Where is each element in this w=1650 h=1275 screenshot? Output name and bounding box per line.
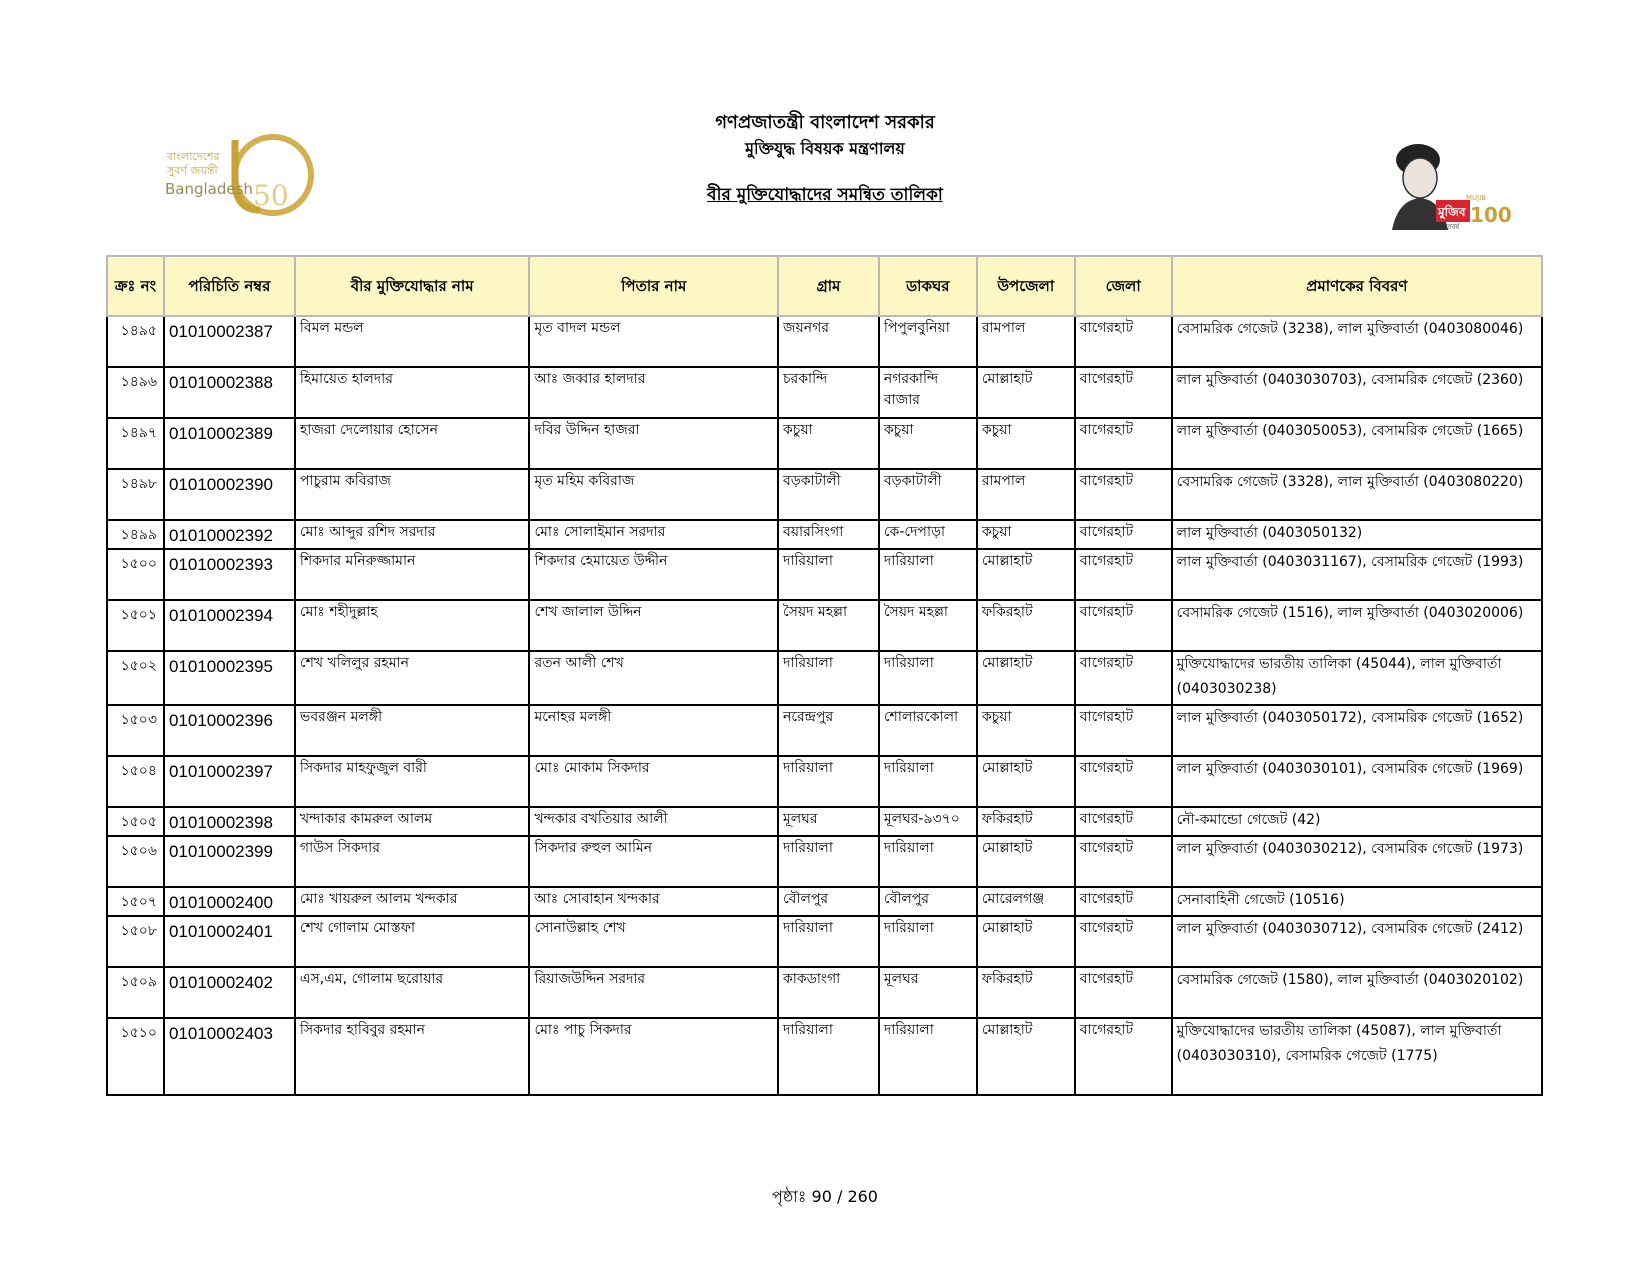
table-row xyxy=(107,520,1542,549)
cell-district: বাগেরহাট xyxy=(1075,916,1172,967)
cell-name: সিকদার হাবিবুর রহমান xyxy=(295,1018,530,1095)
cell-proof: বেসামরিক গেজেট (3328), লাল মুক্তিবার্তা (0403080220) xyxy=(1172,469,1542,520)
col-header-id: পরিচিতি নম্বর xyxy=(164,256,295,316)
cell-village: জয়নগর xyxy=(778,316,879,367)
cell-proof: লাল মুক্তিবার্তা (0403050132) xyxy=(1172,520,1542,549)
cell-id: 01010002401 xyxy=(164,916,295,967)
cell-serial: ১৪৯৫ xyxy=(107,316,164,367)
cell-id: 01010002398 xyxy=(164,807,295,836)
cell-serial: ১৫০১ xyxy=(107,600,164,651)
cell-village: দারিয়ালা xyxy=(778,1018,879,1095)
cell-district: বাগেরহাট xyxy=(1075,651,1172,705)
cell-village: কাকডাংগা xyxy=(778,967,879,1018)
cell-post-office: দারিয়ালা xyxy=(879,651,977,705)
table-row xyxy=(107,600,1542,651)
cell-district: বাগেরহাট xyxy=(1075,549,1172,600)
cell-district: বাগেরহাট xyxy=(1075,967,1172,1018)
cell-father: মৃত মহিম কবিরাজ xyxy=(529,469,778,520)
cell-village: বড়কাটালী xyxy=(778,469,879,520)
col-header-name: বীর মুক্তিযোদ্ধার নাম xyxy=(295,256,530,316)
page-number: পৃষ্ঠাঃ 90 / 260 xyxy=(771,1187,878,1206)
cell-upazila: মোল্লাহাট xyxy=(977,367,1075,418)
logo-bangla-text-mid: সুবর্ণ জয়ন্তী xyxy=(167,164,218,177)
table-row xyxy=(107,836,1542,887)
cell-father: মৃত বাদল মন্ডল xyxy=(529,316,778,367)
table-row xyxy=(107,418,1542,469)
cell-upazila: কচুয়া xyxy=(977,418,1075,469)
cell-proof: লাল মুক্তিবার্তা (0403050172), বেসামরিক গেজেট (1652) xyxy=(1172,705,1542,756)
logo-bangladesh-text: Bangladesh xyxy=(165,180,253,198)
cell-name: এস,এম, গোলাম ছরোয়ার xyxy=(295,967,530,1018)
cell-father: সোনাউল্লাহ শেখ xyxy=(529,916,778,967)
cell-father: শেখ জালাল উদ্দিন xyxy=(529,600,778,651)
cell-upazila: মোল্লাহাট xyxy=(977,651,1075,705)
cell-father: রতন আলী শেখ xyxy=(529,651,778,705)
logo-100-number: 100 xyxy=(1470,203,1512,227)
cell-name: শেখ গোলাম মোস্তফা xyxy=(295,916,530,967)
cell-id: 01010002400 xyxy=(164,887,295,916)
table-row xyxy=(107,316,1542,367)
cell-upazila: মোরেলগঞ্জ xyxy=(977,887,1075,916)
cell-id: 01010002396 xyxy=(164,705,295,756)
col-header-father: পিতার নাম xyxy=(529,256,778,316)
cell-district: বাগেরহাট xyxy=(1075,705,1172,756)
cell-district: বাগেরহাট xyxy=(1075,367,1172,418)
cell-id: 01010002403 xyxy=(164,1018,295,1095)
cell-village: মূলঘর xyxy=(778,807,879,836)
cell-father: মোঃ পাচু সিকদার xyxy=(529,1018,778,1095)
cell-serial: ১৫০৬ xyxy=(107,836,164,887)
cell-village: নরেন্দ্রপুর xyxy=(778,705,879,756)
cell-id: 01010002402 xyxy=(164,967,295,1018)
logo-shotoborsho-text: শতবর্ষ xyxy=(1442,223,1460,231)
col-header-proof: প্রমাণকের বিবরণ xyxy=(1172,256,1542,316)
cell-village: বৌলপুর xyxy=(778,887,879,916)
cell-name: হাজরা দেলোয়ার হোসেন xyxy=(295,418,530,469)
cell-proof: লাল মুক্তিবার্তা (0403050053), বেসামরিক গেজেট (1665) xyxy=(1172,418,1542,469)
cell-name: ভবরঞ্জন মলঙ্গী xyxy=(295,705,530,756)
cell-post-office: পিপুলবুনিয়া xyxy=(879,316,977,367)
cell-father: সিকদার রুহুল আমিন xyxy=(529,836,778,887)
table-row xyxy=(107,756,1542,807)
cell-village: দারিয়ালা xyxy=(778,549,879,600)
table-row xyxy=(107,967,1542,1018)
cell-upazila: রামপাল xyxy=(977,316,1075,367)
cell-village: সৈয়দ মহল্লা xyxy=(778,600,879,651)
cell-id: 01010002394 xyxy=(164,600,295,651)
cell-proof: লাল মুক্তিবার্তা (0403031167), বেসামরিক গেজেট (1993) xyxy=(1172,549,1542,600)
cell-post-office: বড়কাটালী xyxy=(879,469,977,520)
cell-serial: ১৪৯৭ xyxy=(107,418,164,469)
cell-serial: ১৫০৫ xyxy=(107,807,164,836)
col-header-serial: ক্রঃ নং xyxy=(107,256,164,316)
cell-serial: ১৫০৯ xyxy=(107,967,164,1018)
cell-serial: ১৫১০ xyxy=(107,1018,164,1095)
logo-bangla-text-top: বাংলাদেশের xyxy=(167,150,220,163)
table-row xyxy=(107,549,1542,600)
cell-name: মোঃ খায়রুল আলম খন্দকার xyxy=(295,887,530,916)
cell-name: পাচুরাম কবিরাজ xyxy=(295,469,530,520)
cell-post-office: নগরকান্দি বাজার xyxy=(879,367,977,418)
cell-post-office: দারিয়ালা xyxy=(879,549,977,600)
cell-post-office: কচুয়া xyxy=(879,418,977,469)
cell-serial: ১৫০২ xyxy=(107,651,164,705)
cell-id: 01010002387 xyxy=(164,316,295,367)
logo-50-number: 50 xyxy=(253,179,289,212)
logo-mujib-en: MUJIB xyxy=(1466,194,1487,202)
cell-post-office: দারিয়ালা xyxy=(879,756,977,807)
cell-post-office: বৌলপুর xyxy=(879,887,977,916)
cell-father: আঃ জব্বার হালদার xyxy=(529,367,778,418)
cell-id: 01010002393 xyxy=(164,549,295,600)
cell-district: বাগেরহাট xyxy=(1075,807,1172,836)
cell-district: বাগেরহাট xyxy=(1075,756,1172,807)
cell-upazila: মোল্লাহাট xyxy=(977,756,1075,807)
cell-name: সিকদার মাহফুজুল বারী xyxy=(295,756,530,807)
logo-mujib-text: মুজিব xyxy=(1438,205,1466,219)
cell-district: বাগেরহাট xyxy=(1075,469,1172,520)
col-header-district: জেলা xyxy=(1075,256,1172,316)
cell-father: শিকদার হেমায়েত উদ্দীন xyxy=(529,549,778,600)
cell-upazila: ফকিরহাট xyxy=(977,807,1075,836)
col-header-upazila: উপজেলা xyxy=(977,256,1075,316)
cell-district: বাগেরহাট xyxy=(1075,600,1172,651)
cell-upazila: ফকিরহাট xyxy=(977,600,1075,651)
cell-name: শিকদার মনিরুজ্জামান xyxy=(295,549,530,600)
table-header-row xyxy=(107,256,1542,316)
cell-proof: লাল মুক্তিবার্তা (0403030212), বেসামরিক গেজেট (1973) xyxy=(1172,836,1542,887)
table-row xyxy=(107,469,1542,520)
cell-proof: সেনাবাহিনী গেজেট (10516) xyxy=(1172,887,1542,916)
cell-proof: লাল মুক্তিবার্তা (0403030101), বেসামরিক গেজেট (1969) xyxy=(1172,756,1542,807)
cell-upazila: কচুয়া xyxy=(977,705,1075,756)
cell-proof: নৌ-কমান্ডো গেজেট (42) xyxy=(1172,807,1542,836)
cell-name: মোঃ আব্দুর রশিদ সরদার xyxy=(295,520,530,549)
table-row xyxy=(107,705,1542,756)
cell-serial: ১৫০৪ xyxy=(107,756,164,807)
cell-post-office: মূলঘর xyxy=(879,967,977,1018)
cell-id: 01010002395 xyxy=(164,651,295,705)
cell-id: 01010002399 xyxy=(164,836,295,887)
cell-father: খন্দকার বখতিয়ার আলী xyxy=(529,807,778,836)
cell-proof: লাল মুক্তিবার্তা (0403030712), বেসামরিক গেজেট (2412) xyxy=(1172,916,1542,967)
cell-district: বাগেরহাট xyxy=(1075,316,1172,367)
cell-id: 01010002388 xyxy=(164,367,295,418)
cell-name: গাউস সিকদার xyxy=(295,836,530,887)
cell-village: চরকান্দি xyxy=(778,367,879,418)
cell-name: খন্দাকার কামরুল আলম xyxy=(295,807,530,836)
cell-upazila: মোল্লাহাট xyxy=(977,836,1075,887)
cell-father: মোঃ সোলাইমান সরদার xyxy=(529,520,778,549)
cell-upazila: কচুয়া xyxy=(977,520,1075,549)
cell-post-office: দারিয়ালা xyxy=(879,836,977,887)
cell-village: কচুয়া xyxy=(778,418,879,469)
cell-id: 01010002390 xyxy=(164,469,295,520)
cell-proof: মুক্তিযোদ্ধাদের ভারতীয় তালিকা (45044), লাল মুক্তিবার্তা (0403030238) xyxy=(1172,651,1542,705)
cell-district: বাগেরহাট xyxy=(1075,520,1172,549)
cell-upazila: মোল্লাহাট xyxy=(977,1018,1075,1095)
cell-father: দবির উদ্দিন হাজরা xyxy=(529,418,778,469)
cell-serial: ১৫০৮ xyxy=(107,916,164,967)
cell-father: রিয়াজউদ্দিন সরদার xyxy=(529,967,778,1018)
table-row xyxy=(107,367,1542,418)
cell-upazila: ফকিরহাট xyxy=(977,967,1075,1018)
cell-id: 01010002389 xyxy=(164,418,295,469)
ministry-title: মুক্তিযুদ্ধ বিষয়ক মন্ত্রণালয় xyxy=(745,139,905,158)
cell-proof: বেসামরিক গেজেট (1516), লাল মুক্তিবার্তা (0403020006) xyxy=(1172,600,1542,651)
cell-district: বাগেরহাট xyxy=(1075,836,1172,887)
cell-name: বিমল মন্ডল xyxy=(295,316,530,367)
cell-proof: বেসামরিক গেজেট (3238), লাল মুক্তিবার্তা (0403080046) xyxy=(1172,316,1542,367)
cell-post-office: সৈয়দ মহল্লা xyxy=(879,600,977,651)
cell-serial: ১৫০৩ xyxy=(107,705,164,756)
cell-id: 01010002392 xyxy=(164,520,295,549)
cell-name: হিমায়েত হালদার xyxy=(295,367,530,418)
cell-district: বাগেরহাট xyxy=(1075,418,1172,469)
cell-name: মোঃ শহীদুল্লাহ xyxy=(295,600,530,651)
mujib-100-logo xyxy=(1380,130,1512,231)
table-row xyxy=(107,887,1542,916)
table-row xyxy=(107,1018,1542,1095)
cell-village: দারিয়ালা xyxy=(778,836,879,887)
cell-village: বয়ারসিংগা xyxy=(778,520,879,549)
government-title: গণপ্রজাতন্ত্রী বাংলাদেশ সরকার xyxy=(715,112,935,133)
cell-serial: ১৫০৭ xyxy=(107,887,164,916)
cell-father: মনোহর মলঙ্গী xyxy=(529,705,778,756)
cell-father: মোঃ মোকাম সিকদার xyxy=(529,756,778,807)
cell-name: শেখ খলিলুর রহমান xyxy=(295,651,530,705)
cell-village: দারিয়ালা xyxy=(778,651,879,705)
cell-proof: লাল মুক্তিবার্তা (0403030703), বেসামরিক গেজেট (2360) xyxy=(1172,367,1542,418)
cell-post-office: কে-দেপাড়া xyxy=(879,520,977,549)
table-row xyxy=(107,807,1542,836)
cell-serial: ১৪৯৬ xyxy=(107,367,164,418)
cell-district: বাগেরহাট xyxy=(1075,1018,1172,1095)
cell-upazila: মোল্লাহাট xyxy=(977,549,1075,600)
cell-upazila: রামপাল xyxy=(977,469,1075,520)
cell-serial: ১৫০০ xyxy=(107,549,164,600)
cell-district: বাগেরহাট xyxy=(1075,887,1172,916)
cell-post-office: শোলারকোলা xyxy=(879,705,977,756)
cell-serial: ১৪৯৮ xyxy=(107,469,164,520)
cell-proof: মুক্তিযোদ্ধাদের ভারতীয় তালিকা (45087), লাল মুক্তিবার্তা (0403030310), বেসামরিক গেজেট (1775) xyxy=(1172,1018,1542,1095)
cell-post-office: মূলঘর-৯৩৭০ xyxy=(879,807,977,836)
cell-post-office: দারিয়ালা xyxy=(879,916,977,967)
cell-village: দারিয়ালা xyxy=(778,916,879,967)
cell-father: আঃ সোবাহান খন্দকার xyxy=(529,887,778,916)
col-header-village: গ্রাম xyxy=(778,256,879,316)
col-header-post-office: ডাকঘর xyxy=(879,256,977,316)
table-row xyxy=(107,916,1542,967)
cell-upazila: মোল্লাহাট xyxy=(977,916,1075,967)
cell-serial: ১৪৯৯ xyxy=(107,520,164,549)
cell-post-office: দারিয়ালা xyxy=(879,1018,977,1095)
cell-id: 01010002397 xyxy=(164,756,295,807)
list-title: বীর মুক্তিযোদ্ধাদের সমন্বিত তালিকা xyxy=(707,185,943,205)
freedom-fighters-table xyxy=(106,255,1543,1096)
table-row xyxy=(107,651,1542,705)
cell-village: দারিয়ালা xyxy=(778,756,879,807)
cell-proof: বেসামরিক গেজেট (1580), লাল মুক্তিবার্তা (0403020102) xyxy=(1172,967,1542,1018)
